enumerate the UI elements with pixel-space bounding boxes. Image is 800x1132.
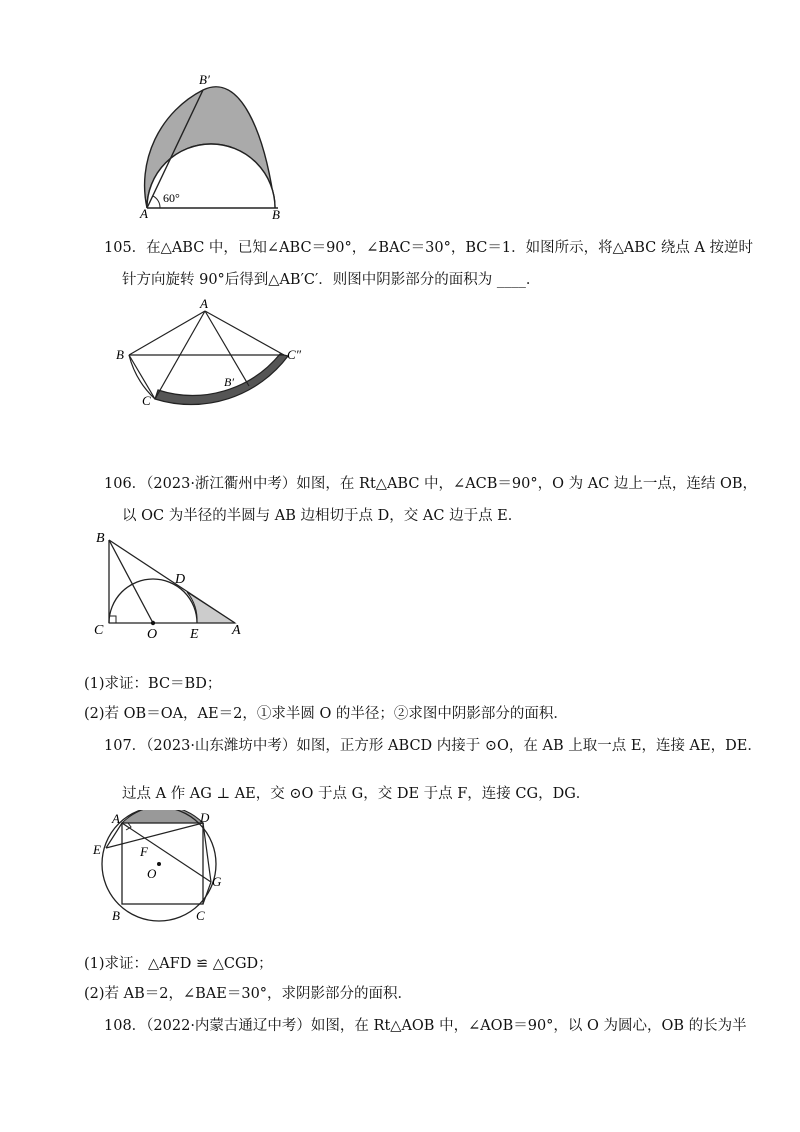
fig105-label-c: C — [142, 393, 151, 408]
fig105-shaded-arc — [155, 354, 288, 405]
q107-sub2: (2)若 AB＝2，∠BAE＝30°，求阴影部分的面积． — [84, 986, 413, 1002]
fig107-label-a: A — [112, 811, 120, 826]
figure-107 — [90, 810, 240, 928]
fig104-label-bp: B′ — [199, 72, 210, 87]
figure-106 — [92, 530, 262, 645]
fig105-label-bp: B′ — [224, 375, 234, 389]
q107-text-line1: 107．（2023·山东潍坊中考）如图，正方形 ABCD 内接于 ⊙O，在 AB 上取一点 E，连接 AE，DE． — [104, 738, 762, 754]
fig105-label-b: B — [116, 347, 124, 362]
fig107-label-o: O — [147, 866, 157, 881]
fig106-label-e: E — [190, 627, 199, 642]
figure-104 — [100, 62, 300, 222]
q105-text-line2: 针方向旋转 90°后得到△AB′C′．则图中阴影部分的面积为 ____． — [122, 272, 541, 288]
fig107-label-c: C — [196, 908, 205, 923]
q106-text-line1: 106．（2023·浙江衢州中考）如图，在 Rt△ABC 中，∠ACB＝90°，O 为 AC 边上一点，连结 OB， — [104, 476, 758, 492]
fig107-label-d: D — [200, 810, 210, 825]
q106-text-line2: 以 OC 为半径的半圆与 AB 边相切于点 D，交 AC 边于点 E． — [122, 508, 523, 524]
q106-sub2: (2)若 OB＝OA，AE＝2，①求半圆 O 的半径；②求图中阴影部分的面积． — [84, 706, 568, 722]
fig105-label-cp: C″ — [287, 347, 302, 362]
fig106-label-b: B — [96, 531, 105, 546]
fig107-label-f: F — [140, 844, 148, 859]
fig107-label-e: E — [93, 842, 101, 857]
q106-sub1: (1)求证：BC＝BD； — [84, 676, 222, 692]
fig107-label-b: B — [112, 908, 120, 923]
fig106-label-d: D — [175, 572, 186, 587]
fig107-label-g: G — [212, 874, 222, 889]
q107-text-line2: 过点 A 作 AG ⊥ AE，交 ⊙O 于点 G，交 DE 于点 F，连接 CG，DG． — [122, 786, 591, 802]
fig106-label-c: C — [94, 623, 104, 638]
q107-sub1: (1)求证：△AFD ≌ △CGD； — [84, 956, 273, 972]
figure-105 — [112, 296, 302, 416]
q108-text-line1: 108．（2022·内蒙古通辽中考）如图，在 Rt△AOB 中，∠AOB＝90°，以 O 为圆心，OB 的长为半 — [104, 1018, 747, 1034]
fig106-label-a: A — [232, 623, 241, 638]
q105-text-line1: 105．在△ABC 中，已知∠ABC＝90°，∠BAC＝30°，BC＝1．如图所示，将△ABC 绕点 A 按逆时 — [104, 240, 754, 256]
fig104-label-b: B — [272, 207, 280, 222]
fig104-label-angle: 60° — [163, 191, 180, 205]
fig104-label-a: A — [140, 206, 148, 221]
fig106-label-o: O — [147, 627, 158, 642]
fig105-label-a: A — [200, 296, 208, 311]
